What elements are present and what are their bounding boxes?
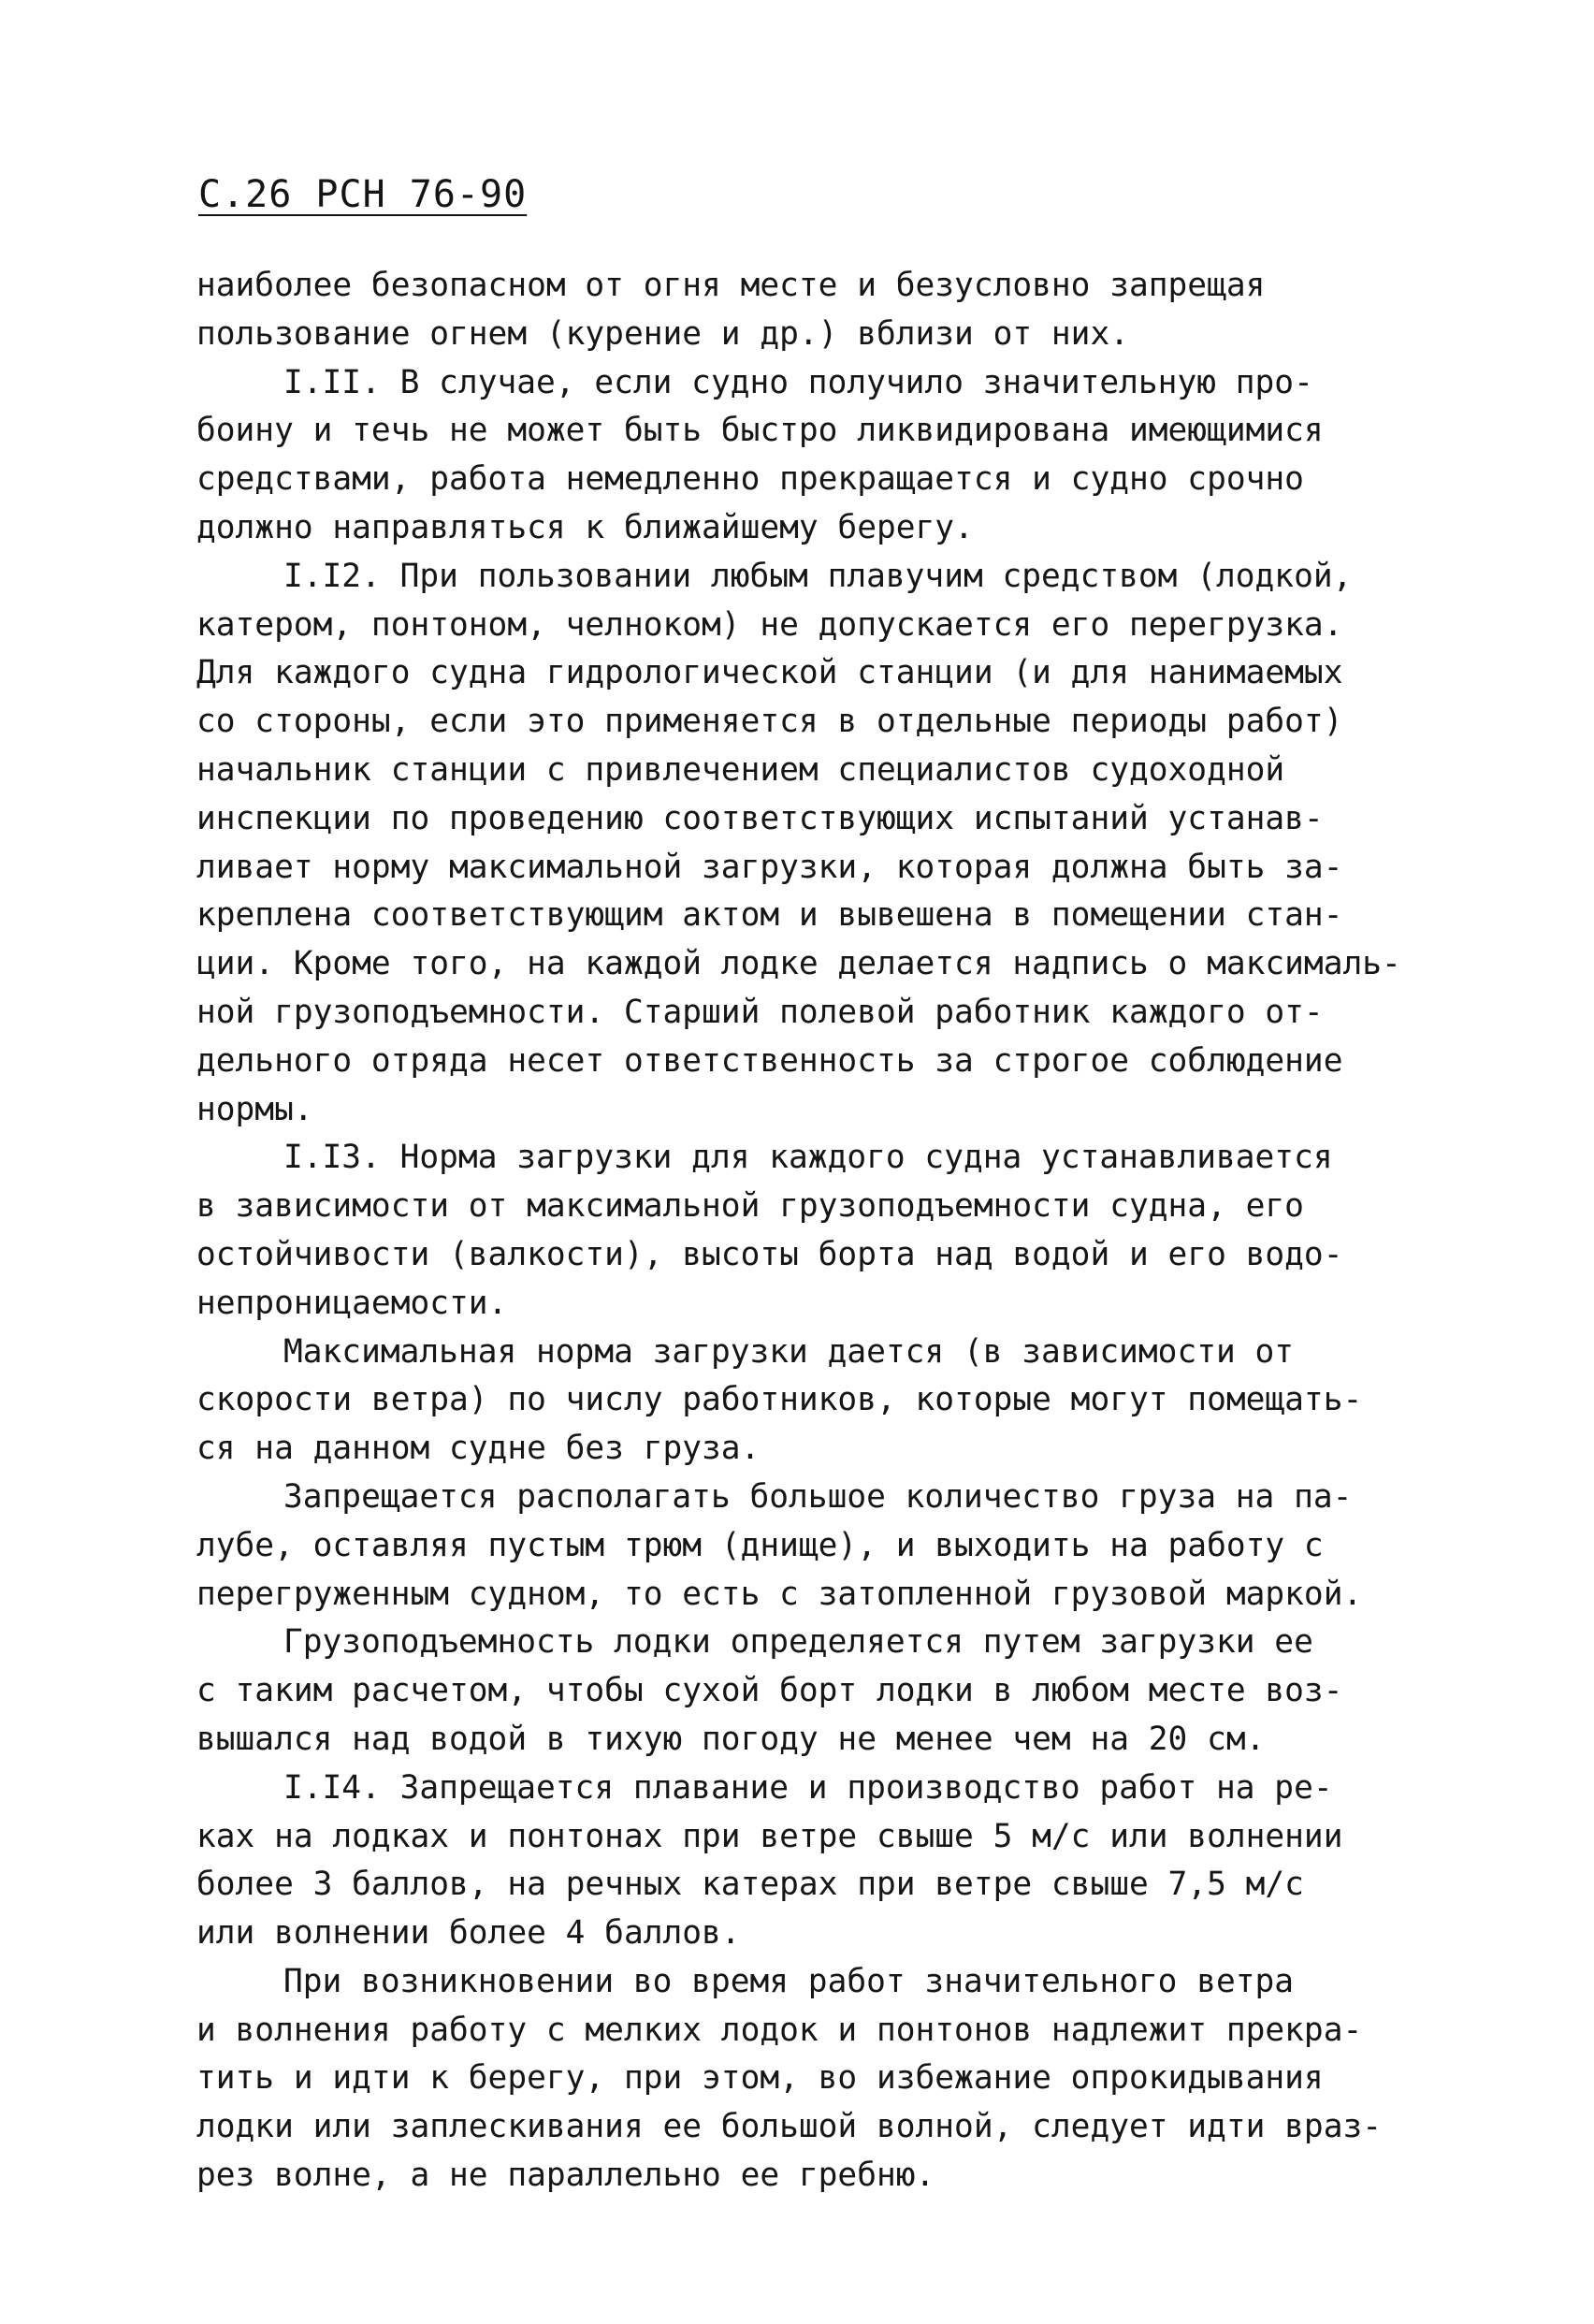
text-line: остойчивости (валкости), высоты борта над водой и его водо- bbox=[196, 1235, 1343, 1273]
text-line: лубе, оставляя пустым трюм (днище), и выходить на работу с bbox=[196, 1526, 1324, 1564]
text-line: Грузоподъемность лодки определяется путем загрузки ее bbox=[283, 1623, 1313, 1662]
text-line: со стороны, если это применяется в отдельные периоды работ) bbox=[196, 703, 1343, 741]
text-line: Для каждого судна гидрологической станции (и для нанимаемых bbox=[196, 654, 1343, 692]
text-line: наиболее безопасном от огня месте и безусловно запрещая bbox=[196, 267, 1266, 304]
text-line: I.I3. Норма загрузки для каждого судна устанавливается bbox=[283, 1139, 1333, 1177]
text-line: ливает норму максимальной загрузки, которая должна быть за- bbox=[196, 848, 1343, 886]
text-line: I.I2. При пользовании любым плавучим средством (лодкой, bbox=[283, 557, 1353, 595]
text-line: инспекции по проведению соответствующих испытаний устанав- bbox=[196, 799, 1324, 837]
text-line: непроницаемости. bbox=[196, 1284, 508, 1322]
text-line: средствами, работа немедленно прекращается и судно срочно bbox=[196, 460, 1304, 499]
text-line: пользование огнем (курение и др.) вблизи от них. bbox=[196, 314, 1129, 353]
text-line: ся на данном судне без груза. bbox=[196, 1430, 761, 1468]
text-line: лодки или заплескивания ее большой волной, следует идти враз- bbox=[196, 2108, 1383, 2146]
text-line: ках на лодках и понтонах при ветре свыше 5 м/с или волнении bbox=[196, 1817, 1343, 1855]
text-line: Запрещается располагать большое количество груза на па- bbox=[283, 1477, 1353, 1516]
text-line: вышался над водой в тихую погоду не менее чем на 20 см. bbox=[196, 1720, 1266, 1758]
text-line: перегруженным судном, то есть с затопленной грузовой маркой. bbox=[196, 1575, 1363, 1613]
text-line: креплена соответствующим актом и вывешена в помещении стан- bbox=[196, 896, 1343, 935]
text-line: или волнении более 4 баллов. bbox=[196, 1914, 741, 1953]
text-line: тить и идти к берегу, при этом, во избежание опрокидывания bbox=[196, 2059, 1324, 2098]
text-line: боину и течь не может быть быстро ликвидирована имеющимися bbox=[196, 412, 1324, 450]
text-line: ции. Кроме того, на каждой лодке делается надпись о максималь- bbox=[196, 945, 1401, 983]
text-line: I.I4. Запрещается плавание и производство работ на ре- bbox=[283, 1768, 1333, 1807]
text-line: скорости ветра) по числу работников, которые могут помещать- bbox=[196, 1381, 1363, 1419]
text-line: Максимальная норма загрузки дается (в зависимости от bbox=[283, 1332, 1295, 1371]
text-line: рез волне, а не параллельно ее гребню. bbox=[196, 2157, 935, 2195]
text-line: нормы. bbox=[196, 1090, 313, 1128]
text-line: должно направляться к ближайшему берегу. bbox=[196, 508, 974, 546]
text-line: I.II. В случае, если судно получило значительную про- bbox=[283, 363, 1313, 401]
text-line: начальник станции с привлечением специалистов судоходной bbox=[196, 750, 1285, 789]
text-line: с таким расчетом, чтобы сухой борт лодки в любом месте воз- bbox=[196, 1672, 1343, 1710]
document-body-text bbox=[196, 262, 1413, 2201]
text-line: дельного отряда несет ответственность за строгое соблюдение bbox=[196, 1041, 1343, 1080]
text-line: ной грузоподъемности. Старший полевой работник каждого от- bbox=[196, 993, 1324, 1031]
text-line: и волнения работу с мелких лодок и понтонов надлежит прекра- bbox=[196, 2011, 1363, 2049]
text-line: катером, понтоном, челноком) не допускается его перегрузка. bbox=[196, 605, 1343, 644]
page-header-reference: С.26 РСН 76-90 bbox=[198, 173, 528, 216]
text-line: более 3 баллов, на речных катерах при ветре свыше 7,5 м/с bbox=[196, 1866, 1304, 1904]
text-line: При возникновении во время работ значительного ветра bbox=[283, 1962, 1295, 2000]
text-line: в зависимости от максимальной грузоподъемности судна, его bbox=[196, 1187, 1304, 1226]
